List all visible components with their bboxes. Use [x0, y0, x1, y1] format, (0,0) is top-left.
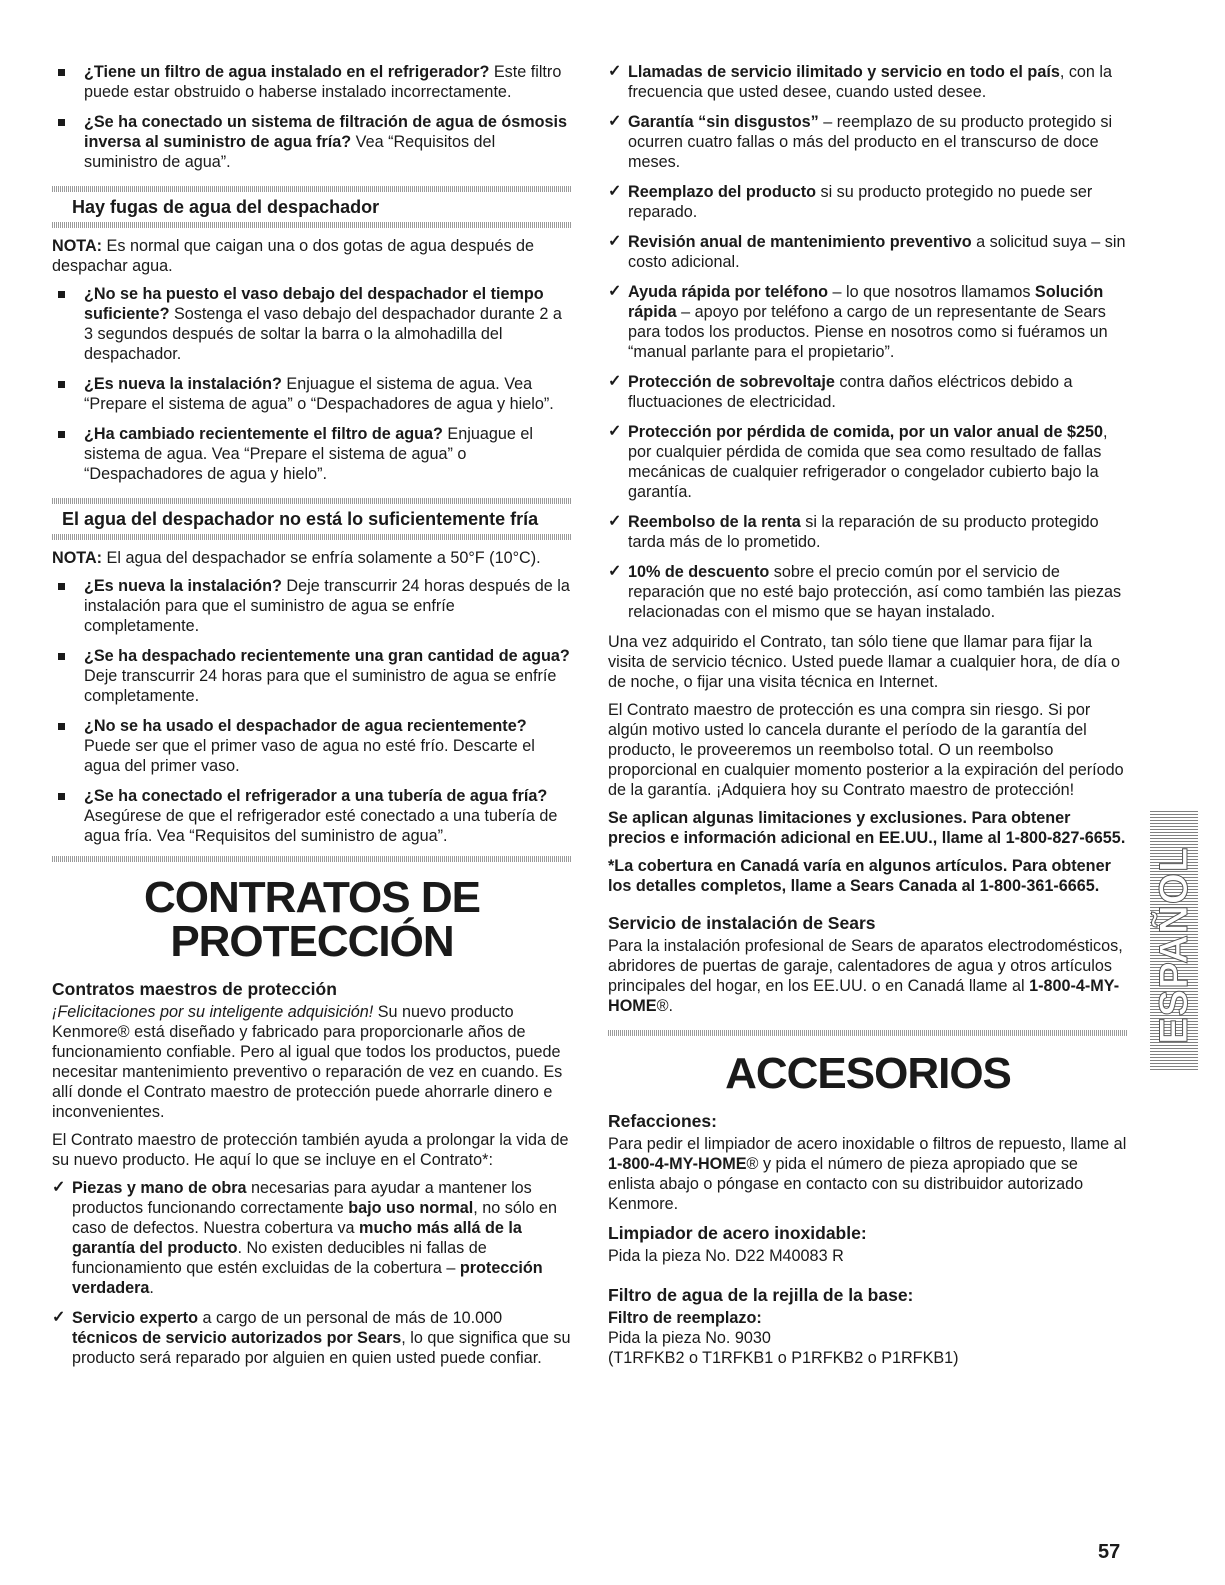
bullet-square-icon — [58, 69, 65, 76]
checkmark-icon: ✓ — [608, 233, 622, 250]
hatch-divider — [52, 534, 572, 540]
subheading: Refacciones: — [608, 1111, 717, 1131]
page-number: 57 — [1098, 1541, 1121, 1563]
checkmark-icon: ✓ — [608, 113, 622, 130]
check-item: ✓ 10% de descuento sobre el precio común por el servicio de reparación que no esté bajo protección, así como también las piezas relacionadas con el mismo que se hayan instalado. — [608, 563, 1122, 621]
paragraph: El Contrato maestro de protección también ayuda a prolongar la vida de su nuevo producto. He aquí lo que se incluye en el Contrato*: — [52, 1131, 569, 1169]
list-item: ¿Es nueva la instalación? Enjuague el sistema de agua. Vea “Prepare el sistema de agua” o “Despachadores de agua y hielo”. — [52, 374, 572, 414]
section-heading: El agua del despachador no está lo suficientemente fría — [62, 509, 539, 529]
accessories-title: ACCESORIOS — [725, 1049, 1011, 1098]
list-item: ¿No se ha usado el despachador de agua recientemente? Puede ser que el primer vaso de agua no esté frío. Descarte el agua del primer vaso. — [52, 716, 572, 776]
left-column — [52, 62, 572, 1378]
check-item: ✓ Piezas y mano de obra necesarias para ayudar a mantener los productos funcionando correctamente bajo uso normal, no sólo en caso de defectos. Nuestra cobertura va mucho más allá de la garantía del producto. No existen deducibles ni fallas de funcionamiento que estén excluidas de la cobertura – protección verdadera. — [52, 1179, 557, 1297]
paragraph: Para pedir el limpiador de acero inoxidable o filtros de repuesto, llame al 1-800-4-MY-HOME® y pida el número de pieza apropiado que se enlista abajo o póngase en contacto con su distribuidor autorizado Kenmore. — [608, 1135, 1127, 1213]
contracts-title-line2: PROTECCIÓN — [170, 917, 454, 966]
hatch-divider — [52, 222, 572, 228]
paragraph: Se aplican algunas limitaciones y exclusiones. Para obtener precios e información adicional en EE.UU., llame al 1-800-827-6655. — [608, 809, 1126, 847]
section-heading: Hay fugas de agua del despachador — [72, 197, 380, 217]
subheading: Limpiador de acero inoxidable: — [608, 1223, 867, 1243]
note-paragraph: NOTA: El agua del despachador se enfría solamente a 50°F (10°C). — [52, 549, 541, 567]
hatch-divider — [608, 1030, 1128, 1036]
language-side-tab-label: ESPAÑOL — [1152, 846, 1196, 1044]
right-column — [608, 62, 1128, 1368]
bullet-square-icon — [58, 793, 65, 800]
paragraph: *La cobertura en Canadá varía en algunos artículos. Para obtener los detalles completos, llame a Sears Canada al 1-800-361-6665. — [608, 857, 1111, 895]
check-item: ✓ Protección de sobrevoltaje contra daños eléctricos debido a fluctuaciones de electricidad. — [608, 373, 1073, 411]
bullet-square-icon — [58, 653, 65, 660]
check-item: ✓ Reembolso de la renta si la reparación de su producto protegido tarda más de lo prometido. — [608, 513, 1099, 551]
bullet-water-filter: ¿Tiene un filtro de agua instalado en el refrigerador? Este filtro puede estar obstruido o haberse instalado incorrectamente. — [52, 62, 572, 102]
paragraph: ¡Felicitaciones por su inteligente adquisición! Su nuevo producto Kenmore® está diseñado y fabricado para proporcionarle años de funcionamiento confiable. Pero al igual que todos los productos, puede necesitar mantenimiento preventivo o reparación de vez en cuando. Es allí donde el Contrato maestro de protección puede ahorrarle dinero e inconvenientes. — [52, 1003, 563, 1121]
check-item: ✓ Reemplazo del producto si su producto protegido no puede ser reparado. — [608, 183, 1093, 221]
checkmark-icon: ✓ — [608, 513, 622, 530]
list-item: ¿No se ha puesto el vaso debajo del despachador el tiempo suficiente? Sostenga el vaso debajo del despachador durante 2 a 3 segundos después de soltar la barra o la almohadilla del despachador. — [52, 284, 572, 364]
note-paragraph: NOTA: Es normal que caigan una o dos gotas de agua después de despachar agua. — [52, 237, 535, 275]
section-leak-header — [52, 186, 572, 228]
bullet-square-icon — [58, 431, 65, 438]
check-item: ✓ Llamadas de servicio ilimitado y servicio en todo el país, con la frecuencia que usted desee, cuando usted desee. — [608, 63, 1113, 101]
subheading: Filtro de agua de la rejilla de la base: — [608, 1285, 914, 1305]
paragraph: Una vez adquirido el Contrato, tan sólo tiene que llamar para fijar la visita de servicio técnico. Usted puede llamar a cualquier hora, de día o de noche, o fijar una visita técnica en Internet. — [608, 633, 1120, 691]
checkmark-icon: ✓ — [52, 1309, 66, 1326]
list-item: ¿Se ha despachado recientemente una gran cantidad de agua? Deje transcurrir 24 horas para que el suministro de agua se enfríe completamente. — [52, 646, 572, 706]
bullet-square-icon — [58, 291, 65, 298]
checkmark-icon: ✓ — [608, 563, 622, 580]
paragraph: Pida la pieza No. D22 M40083 R — [608, 1247, 844, 1265]
checkmark-icon: ✓ — [608, 373, 622, 390]
paragraph: Pida la pieza No. 9030 — [608, 1329, 771, 1347]
checkmark-icon: ✓ — [608, 283, 622, 300]
list-item: ¿Se ha conectado el refrigerador a una tubería de agua fría? Asegúrese de que el refrigerador esté conectado a una tubería de agua fría. Vea “Requisitos del suministro de agua”. — [52, 786, 572, 846]
paragraph: Para la instalación profesional de Sears de aparatos electrodomésticos, abridores de puertas de garaje, calentadores de agua y otros artículos principales del hogar, en los EE.UU. o en Canadá llame al 1-800-4-MY-HOME®. — [608, 937, 1123, 1015]
checkmark-icon: ✓ — [608, 63, 622, 80]
list-item: ¿Ha cambiado recientemente el filtro de agua? Enjuague el sistema de agua. Vea “Prepare el sistema de agua” o “Despachadores de agua y hielo”. — [52, 424, 572, 484]
bullet-square-icon — [58, 583, 65, 590]
contracts-title-line1: CONTRATOS DE — [144, 873, 480, 922]
bullet-square-icon — [58, 119, 65, 126]
check-item: ✓ Garantía “sin disgustos” – reemplazo de su producto protegido si ocurren cuatro fallas o más del producto en el transcurso de doce meses. — [608, 113, 1113, 171]
paragraph: (T1RFKB2 o T1RFKB1 o P1RFKB2 o P1RFKB1) — [608, 1349, 959, 1367]
checkmark-icon: ✓ — [608, 423, 622, 440]
section-cold-header — [52, 498, 572, 540]
subheading: Contratos maestros de protección — [52, 979, 337, 999]
checkmark-icon: ✓ — [608, 183, 622, 200]
paragraph: Filtro de reemplazo: — [608, 1309, 762, 1327]
subheading: Servicio de instalación de Sears — [608, 913, 876, 933]
bullet-square-icon — [58, 381, 65, 388]
list-item: ¿Es nueva la instalación? Deje transcurrir 24 horas después de la instalación para que el suministro de agua se enfríe completamente. — [52, 576, 572, 636]
hatch-divider — [52, 856, 572, 862]
check-item: ✓ Revisión anual de mantenimiento preventivo a solicitud suya – sin costo adicional. — [608, 233, 1126, 271]
paragraph: El Contrato maestro de protección es una compra sin riesgo. Si por algún motivo usted lo cancela durante el período de la garantía del producto, le proveeremos un reembolso total. O un reembolso proporcional en cualquier momento posterior a la expiración del período de la garantía. ¡Adquiera hoy su Contrato maestro de protección! — [608, 701, 1124, 799]
bullet-reverse-osmosis: ¿Se ha conectado un sistema de filtración de agua de ósmosis inversa al suministro de agua fría? Vea “Requisitos del suministro de agua”. — [52, 112, 572, 172]
check-item: ✓ Ayuda rápida por teléfono – lo que nosotros llamamos Solución rápida – apoyo por teléfono a cargo de un representante de Sears para todos los productos. Piense en nosotros como si fuéramos un “manual parlante para el propietario”. — [608, 283, 1108, 361]
check-item: ✓ Servicio experto a cargo de un personal de más de 10.000 técnicos de servicio autorizados por Sears, lo que significa que su producto será reparado por alguien en quien usted puede confiar. — [52, 1309, 571, 1367]
checkmark-icon: ✓ — [52, 1179, 66, 1196]
check-item: ✓ Protección por pérdida de comida, por un valor anual de $250, por cualquier pérdida de comida que sea como resultado de fallas mecánicas de cualquier refrigerador o congelador cubierto bajo la garantía. — [608, 423, 1108, 501]
bullet-square-icon — [58, 723, 65, 730]
